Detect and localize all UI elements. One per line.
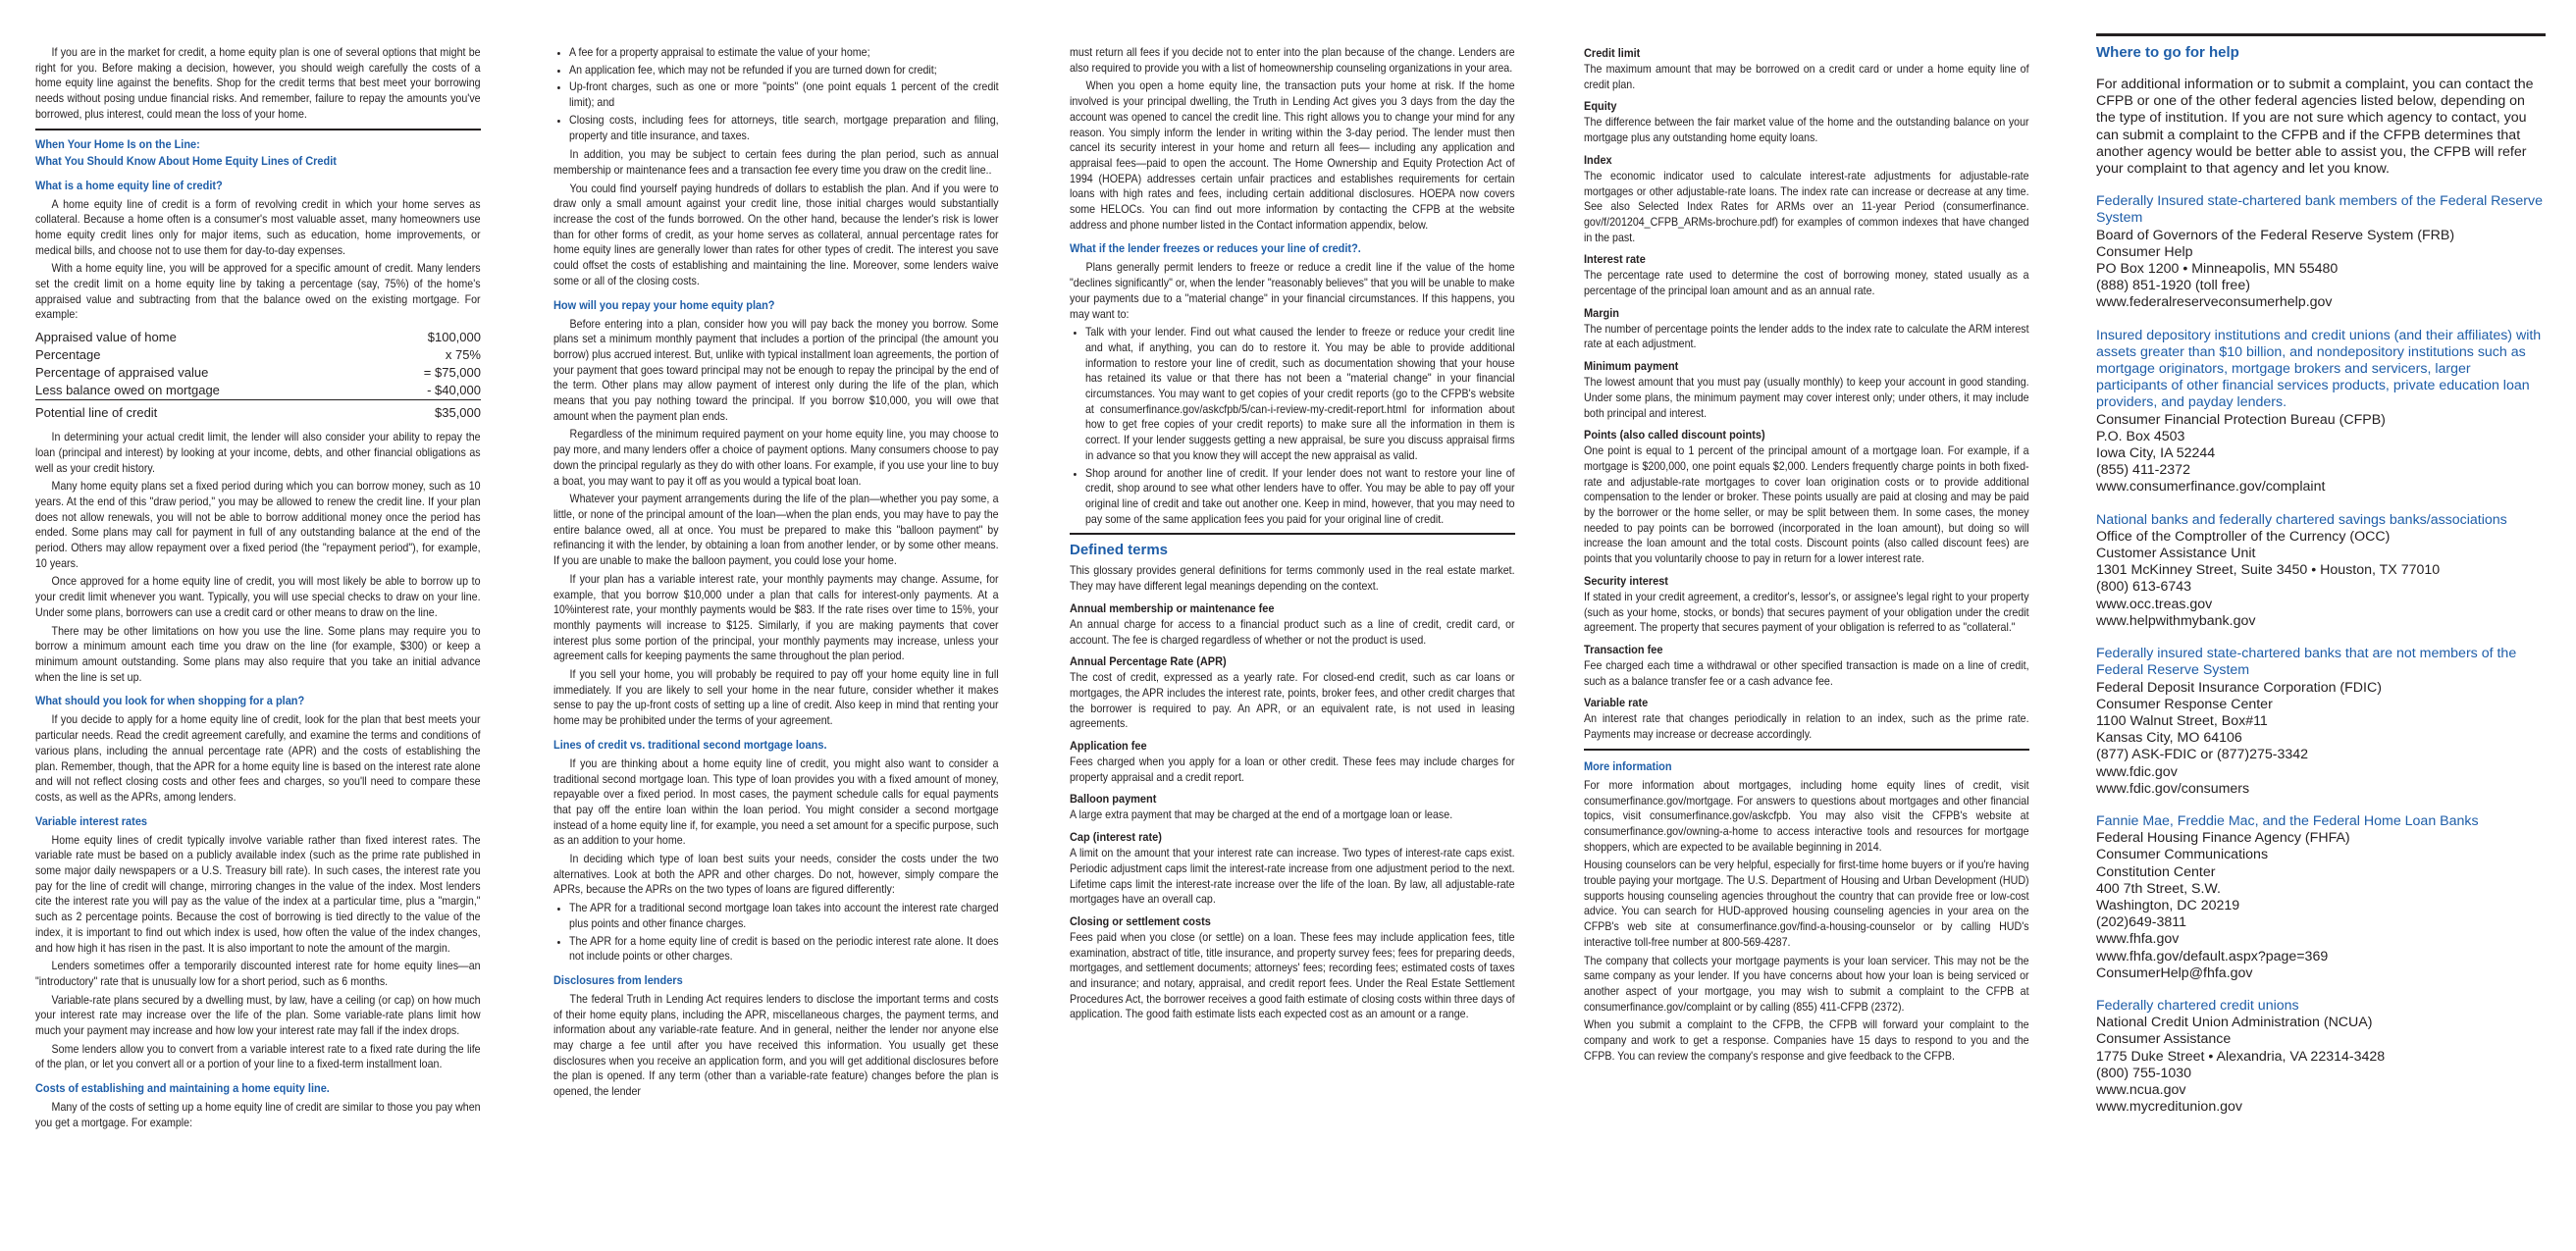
list-item: • The APR for a traditional second mortgage loan takes into account the interest rate charged plus points and other finance charges. (569, 901, 999, 931)
apr-bullet-list (553, 901, 999, 964)
agency-list (2096, 193, 2546, 1116)
list-item: • Closing costs, including fees for attorneys, title search, mortgage preparation and filing, property and title insurance, and taxes. (569, 113, 999, 143)
table-row (35, 329, 481, 346)
glossary-term: Closing or settlement costs (1070, 913, 1211, 928)
column-5 (2096, 27, 2546, 1131)
agency-contact-line: P.O. Box 4503 (2096, 428, 2185, 444)
lender-freeze-bullet-list (1070, 325, 1515, 527)
agency-block (2096, 193, 2546, 311)
agency-contact-link[interactable]: ConsumerHelp@fhfa.gov (2096, 964, 2253, 981)
question-heading: What if the lender freezes or reduces your line of credit?. (1070, 241, 1361, 256)
list-item: • The APR for a home equity line of credit is based on the periodic interest rate alone. It does not include points or other charges. (569, 934, 999, 964)
agency-contact-line: Board of Governors of the Federal Reserve System (FRB) (2096, 227, 2455, 243)
agency-block (2096, 998, 2546, 1116)
agency-contact-line: Office of the Comptroller of the Currency (OCC) (2096, 528, 2391, 545)
question-heading: Variable interest rates (35, 813, 148, 828)
glossary-term: Variable rate (1584, 696, 1649, 710)
glossary-definition: The cost of credit, expressed as a yearly rate. For closed-end credit, such as car loans or mortgages, the APR includes the interest rate, points, broker fees, and other credit charges that the borrower is required to pay. An APR, or an equivalent rate, is not used in leasing agreements. (1070, 671, 1515, 731)
more-information-title: More information (1584, 758, 1672, 773)
agency-block (2096, 646, 2546, 798)
help-intro: For additional information or to submit a complaint, you can contact the CFPB or one of the other federal agencies listed below, depending on the type of institution. If you are not sure which agency to contact, you can submit a complaint to the CFPB and if the CFPB determines that another agency would be better able to assist you, the CFPB will refer your complaint to that agency and let you know. (2096, 77, 2534, 178)
table-row (35, 364, 481, 382)
glossary-definition: The economic indicator used to calculate interest-rate adjustments for adjustable-rate mortgages or other adjustable-rate loans. The index rate can increase or decrease at any time. See also Selected Index Rates for ARMs over an 11-year Period (consumerfinance. gov/f/201204_CFPB_ARMs-brochure.pdf) for examples of common indexes that have changed in the past. (1584, 169, 2029, 244)
question-heading: Disclosures from lenders (553, 972, 683, 987)
agency-contact-line: 1301 McKinney Street, Suite 3450 • Houston, TX 77010 (2096, 562, 2441, 579)
table-row (35, 382, 481, 400)
question-heading: What is a home equity line of credit? (35, 178, 223, 192)
divider (1070, 533, 1515, 535)
glossary-term: Cap (interest rate) (1070, 830, 1162, 845)
agency-contact-line: 1100 Walnut Street, Box#11 (2096, 712, 2268, 729)
agency-contact-link[interactable]: www.fdic.gov (2096, 763, 2178, 780)
agency-heading: Federally insured state-chartered banks that are not members of the Federal Reserve System (2096, 646, 2517, 679)
glossary-definition: The difference between the fair market value of the home and the outstanding balance on your mortgage plus any outstanding home equity loans. (1584, 116, 2029, 145)
paragraph: A home equity line of credit is a form of revolving credit in which your home serves as collateral. Because a home often is a consumer's most valuable asset, many homeowners use home equity credit lines only for major items, such as education, home improvements, or medical bills, and choose not to use them for day-to-day expenses. (35, 197, 481, 257)
agency-contact-line: Consumer Response Center (2096, 696, 2273, 712)
agency-contact-line: 400 7th Street, S.W. (2096, 880, 2221, 897)
glossary-definition: Fees paid when you close (or settle) on a loan. These fees may include application fees, title examination, abstract of title, title insurance, and property survey fees; fees for preparing deeds, mortgages, and settlement documents; attorneys' fees; recording fees; estimated costs of taxes and insurance; and notary, appraisal, and credit report fees. Under the Real Estate Settlement Procedures Act, the borrower receives a good faith estimate of closing costs within three days of application. The good faith estimate lists each expected cost as an amount or a range. (1070, 930, 1515, 1021)
agency-heading: Federally Insured state-chartered bank members of the Federal Reserve System (2096, 193, 2544, 227)
glossary-term: Transaction fee (1584, 642, 1663, 656)
agency-contact-link[interactable]: www.fhfa.gov (2096, 931, 2180, 948)
agency-contact-line: Consumer Assistance (2096, 1031, 2232, 1048)
agency-contact-line: 1775 Duke Street • Alexandria, VA 22314-3428 (2096, 1048, 2386, 1065)
agency-contact-line: (800) 613-6743 (2096, 579, 2192, 596)
glossary-term: Index (1584, 152, 1612, 167)
credit-limit-example-table (35, 329, 481, 422)
agency-contact-line: Constitution Center (2096, 863, 2216, 880)
paragraph: Whatever your payment arrangements during the life of the plan—whether you pay some, a little, or none of the principal amount of the loan—when the plan ends, you may have to pay the entire balance owed, all at once. You must be prepared to make this "balloon payment" by refinancing it with the lender, by obtaining a loan from another lender, or by some other means. If you are unable to make the balloon payment, you could lose your home. (553, 493, 999, 568)
glossary-definition: An interest rate that changes periodically in relation to an index, such as the prime rate. Payments may increase or decrease accordingly. (1584, 712, 2029, 742)
agency-contact-line: Consumer Help (2096, 243, 2193, 260)
paragraph: Before entering into a plan, consider how you will pay back the money you borrow. Some plans set a minimum monthly payment that includes a portion of the principal (the amount you borrow) plus accrued interest. But, unlike with typical installment loan agreements, the portion of your payment that goes toward principal may not be enough to repay the principal by the end of the term. Other plans may allow payment of interest only during the life of the plan, which means that you pay nothing toward the principal. If you borrow $10,000, you will owe that amount when the payment plan ends. (553, 317, 999, 423)
agency-contact-line: Iowa City, IA 52244 (2096, 445, 2216, 462)
agency-contact-link[interactable]: www.federalreserveconsumerhelp.gov (2096, 294, 2333, 311)
paragraph: Plans generally permit lenders to freeze or reduce a credit line if the value of the home "declines significantly" or, when the lender "reasonably believes" that you will be unable to make your payments due to a "material change" in your financial circumstances. If this happens, you may want to: (1070, 261, 1515, 321)
glossary-term: Credit limit (1584, 46, 1641, 60)
paragraph: There may be other limitations on how you use the line. Some plans may require you to borrow a minimum amount each time you draw on the line (for example, $300) or keep a minimum amount outstanding. Some plans may also require that you take an initial advance when the line is set up. (35, 624, 481, 684)
glossary-definition: One point is equal to 1 percent of the principal amount of a mortgage loan. For example, if a mortgage is $200,000, one point equals $2,000. Lenders frequently charge points in both fixed-rate and adjustable-rate mortgages to cover loan origination costs or to provide additional compensation to the lender or broker. These points usually are paid at closing and may be paid by the borrower or the home seller, or may be split between them. In some cases, the money needed to pay points can be borrowed (incorporated in the loan amount), but doing so will increase the loan amount and the total costs. Discount points (also called discount fees) are points that you voluntarily choose to pay in return for a lower interest rate. (1584, 444, 2029, 566)
glossary-term: Points (also called discount points) (1584, 428, 1765, 443)
paragraph: If you are thinking about a home equity line of credit, you might also want to consider a traditional second mortgage loan. This type of loan provides you with a fixed amount of money, repayable over a fixed period. In most cases, the payment schedule calls for equal payments that pay off the entire loan within the loan period. You might consider a second mortgage instead of a home equity line if, for example, you need a set amount for a specific purpose, such as an addition to your home. (553, 756, 999, 848)
glossary-definition: An annual charge for access to a financial product such as a line of credit, credit card, or account. The fee is charged regardless of whether or not the product is used. (1070, 617, 1515, 647)
agency-contact-link[interactable]: www.ncua.gov (2096, 1081, 2186, 1098)
column-2 (553, 45, 999, 1103)
agency-heading: Federally chartered credit unions (2096, 997, 2299, 1014)
paragraph: In deciding which type of loan best suits your needs, consider the costs under the two alternatives. Look at both the APR and other charges. Do not, however, simply compare the APRs, because the APRs on the two types of loans are figured differently: (553, 853, 999, 897)
row-label: Appraised value of home (35, 330, 177, 345)
paragraph: You could find yourself paying hundreds of dollars to establish the plan. And if you were to draw only a small amount against your credit line, those initial charges would substantially increase the cost of the funds borrowed. On the other hand, because the lender's risk is lower than for other forms of credit, as your home serves as collateral, annual percentage rates for home equity lines are generally lower than rates for other types of credit. The interest you save could offset the costs of establishing and maintaining the line. Moreover, some lenders waive some or all of the closing costs. (553, 182, 999, 287)
agency-contact-link[interactable]: www.consumerfinance.gov/complaint (2096, 479, 2326, 495)
table-total-row (35, 400, 481, 423)
divider (35, 129, 481, 130)
row-label: Percentage of appraised value (35, 365, 209, 381)
agency-contact-line: Federal Deposit Insurance Corporation (FDIC) (2096, 679, 2382, 696)
glossary-definition: The percentage rate used to determine the cost of borrowing money, stated usually as a percentage of the principal loan amount and as an annual rate. (1584, 269, 2029, 298)
row-value: - $40,000 (376, 382, 481, 400)
glossary-term: Minimum payment (1584, 359, 1679, 374)
agency-contact-line: (888) 851-1920 (toll free) (2096, 278, 2250, 294)
agency-contact-link[interactable]: www.fhfa.gov/default.aspx?page=369 (2096, 948, 2329, 964)
glossary-title: Defined terms (1070, 542, 1169, 559)
column-3 (1070, 45, 1515, 1025)
agency-block (2096, 328, 2546, 496)
paragraph: In addition, you may be subject to certain fees during the plan period, such as annual membership or maintenance fees and a transaction fee every time you draw on the credit line.. (553, 148, 999, 177)
row-label: Potential line of credit (35, 405, 158, 421)
agency-block (2096, 512, 2546, 630)
glossary-definition: A limit on the amount that your interest rate can increase. Two types of interest-rate caps exist. Periodic adjustment caps limit the interest-rate increase from one adjustment period to the next. Lifetime caps limit the interest-rate increase over the life of the loan. By law, all adjustable-rate mortgages have an overall cap. (1070, 847, 1515, 907)
paragraph: Many of the costs of setting up a home equity line of credit are similar to those you pay when you get a mortgage. For example: (35, 1101, 481, 1129)
question-heading: Lines of credit vs. traditional second mortgage loans. (553, 737, 827, 752)
glossary-definition: Fees charged when you apply for a loan or other credit. These fees may include charges for property appraisal and a credit report. (1070, 756, 1515, 784)
paragraph: must return all fees if you decide not to enter into the plan because of the change. Lenders are also required to provide you with a list of homeownership counseling organizations in your area. (1070, 46, 1515, 75)
list-item: • Up-front charges, such as one or more "points" (one point equals 1 percent of the credit limit); and (569, 79, 999, 110)
agency-contact-line: Customer Assistance Unit (2096, 546, 2256, 562)
section-subtitle: What You Should Know About Home Equity Lines of Credit (35, 153, 337, 168)
paragraph: With a home equity line, you will be approved for a specific amount of credit. Many lenders set the credit limit on a home equity line by taking a percentage (say, 75%) of the home's appraised value and subtracting from that the balance owed on the existing mortgage. For example: (35, 262, 481, 322)
list-item: • Talk with your lender. Find out what caused the lender to freeze or reduce your credit line and what, if anything, you can do to restore it. You may be able to provide additional information to restore your line of credit, such as documentation showing that your house has retained its value or that there has not been a "material change" in your financial circumstances. You may want to get copies of your credit reports (go to the CFPB's website at consumerfinance.gov/askcfpb/5/can-i-review-my-credit-report.html for information about how to get free copies of your credit reports) to make sure all the information in them is correct. If your lender suggests getting a new appraisal, be sure you discuss appraisal firms in advance so that you know they will accept the new appraisal as valid. (1085, 325, 1515, 463)
agency-contact-line: Washington, DC 20219 (2096, 897, 2240, 913)
glossary-term: Balloon payment (1070, 792, 1157, 807)
glossary-terms (1070, 600, 1515, 1022)
paragraph: For more information about mortgages, including home equity lines of credit, visit consumerfinance.gov/mortgage. For answers to questions about mortgages and other financial topics, visit consumerfinance.gov/askcfpb. You may also visit the CFPB's website at consumerfinance.gov/owning-a-home to access interactive tools and resources for mortgage shoppers, which are expected to be available beginning in 2014. (1584, 778, 2029, 854)
paragraph: Variable-rate plans secured by a dwelling must, by law, have a ceiling (or cap) on how much your interest rate may increase over the life of the plan. Some variable-rate plans limit how much your payment may increase and how low your interest rate may fall if the index drops. (35, 993, 481, 1038)
glossary-intro: This glossary provides general definitions for terms commonly used in the real estate market. They may have different legal meanings depending on the context. (1070, 564, 1515, 594)
glossary-definition: A large extra payment that may be charged at the end of a mortgage loan or lease. (1070, 808, 1453, 822)
agency-contact-line: (855) 411-2372 (2096, 462, 2190, 479)
glossary-term: Interest rate (1584, 252, 1646, 267)
column-4 (1584, 45, 2029, 1067)
glossary-definition: Fee charged each time a withdrawal or other specified transaction is made on a line of credit, such as a balance transfer fee or a cash advance fee. (1584, 658, 2029, 688)
section-title: When Your Home Is on the Line: (35, 136, 200, 151)
list-item: • Shop around for another line of credit. If your lender does not want to restore your line of credit, shop around to see what other lenders have to offer. You may be able to pay off your original line of credit and take out another one. Keep in mind, however, that you may need to pay some of the same application fees you paid for your original line of credit. (1085, 466, 1515, 528)
paragraph: Regardless of the minimum required payment on your home equity line, you may choose to pay more, and many lenders offer a choice of payment options. Many consumers choose to pay down the principal regularly as they do with other loans. For example, if you use your line to buy a boat, you may want to pay it off as you would a typical boat loan. (553, 428, 999, 488)
column-1 (35, 45, 481, 1134)
list-item: • A fee for a property appraisal to estimate the value of your home; (569, 45, 999, 61)
paragraph: Once approved for a home equity line of credit, you will most likely be able to borrow up to your credit limit whenever you want. Typically, you will use special checks to draw on your line. Under some plans, borrowers can use a credit card or other means to draw on the line. (35, 575, 481, 619)
glossary-terms (1584, 45, 2029, 743)
help-title: Where to go for help (2096, 44, 2239, 61)
glossary-term: Margin (1584, 305, 1619, 320)
cost-bullet-list (553, 45, 999, 143)
row-value: $35,000 (435, 405, 481, 421)
glossary-definition: The maximum amount that may be borrowed on a credit card or under a home equity line of credit plan. (1584, 63, 2029, 91)
glossary-term: Application fee (1070, 739, 1147, 754)
paragraph: If you decide to apply for a home equity line of credit, look for the plan that best meets your particular needs. Read the credit agreement carefully, and examine the terms and conditions of various plans, including the annual percentage rate (APR) and the costs of establishing the plan. Remember, though, that the APR for a home equity line is based on the interest rate alone and will not reflect closing costs and other fees and charges, so you'll need to compare these costs, as well as the APRs, among lenders. (35, 713, 481, 804)
row-label: Less balance owed on mortgage (35, 382, 376, 400)
paragraph: If you sell your home, you will probably be required to pay off your home equity line in full immediately. If you are likely to sell your home in the near future, consider whether it makes sense to pay the up-front costs of setting up a line of credit. Also keep in mind that renting your home may be prohibited under the terms of your agreement. (553, 668, 999, 728)
paragraph: In determining your actual credit limit, the lender will also consider your ability to repay the loan (principal and interest) by looking at your income, debts, and other financial obligations as well as your credit history. (35, 431, 481, 475)
list-item: • An application fee, which may not be refunded if you are turned down for credit; (569, 63, 999, 78)
glossary-term: Annual membership or maintenance fee (1070, 600, 1275, 615)
paragraph: If your plan has a variable interest rate, your monthly payments may change. Assume, for example, that you borrow $10,000 under a plan that calls for interest-only payments. At a 10%interest rate, your monthly payments would be $83. If the rate rises over time to 15%, your monthly payments will increase to $125. Similarly, if you are making payments that cover interest plus some portion of the principal, your monthly payments may increase, unless your agreement calls for keeping payments the same throughout the plan period. (553, 572, 999, 663)
agency-contact-link[interactable]: www.occ.treas.gov (2096, 596, 2213, 612)
agency-contact-line: PO Box 1200 • Minneapolis, MN 55480 (2096, 261, 2339, 278)
agency-contact-link[interactable]: www.helpwithmybank.gov (2096, 612, 2256, 629)
divider (1584, 749, 2029, 751)
agency-contact-line: National Credit Union Administration (NCUA) (2096, 1015, 2373, 1031)
agency-contact-link[interactable]: www.mycreditunion.gov (2096, 1099, 2243, 1116)
intro-paragraph: If you are in the market for credit, a home equity plan is one of several options that might be right for you. Before making a decision, however, you should weigh carefully the costs of a home equity line against the benefits. Shop for the credit terms that best meet your borrowing needs without posing undue financial risks. And remember, failure to repay the amounts you've borrowed, plus interest, could mean the loss of your home. (35, 46, 481, 121)
agency-contact-line: Kansas City, MO 64106 (2096, 730, 2242, 747)
paragraph: Many home equity plans set a fixed period during which you can borrow money, such as 10 years. At the end of this "draw period," you may be allowed to renew the credit line. If your plan does not allow renewals, you will not be able to borrow additional money once the period has ended. Some plans may call for payment in full of any outstanding balance at the end of the period. Others may allow repayment over a fixed period (the "repayment period"), for example, 10 years. (35, 480, 481, 570)
agency-heading: Insured depository institutions and credit unions (and their affiliates) with assets greater than $10 billion, and nondepository institutions such as mortgage originators, mortgage brokers and servicers, larger participants of other financial services products, private education loan providers, and payday lenders. (2096, 327, 2542, 411)
paragraph: The federal Truth in Lending Act requires lenders to disclose the important terms and costs of their home equity plans, including the APR, miscellaneous charges, the payment terms, and information about any variable-rate feature. And in general, neither the lender nor anyone else may charge a fee until after you have received this information. You usually get these disclosures when you receive an application form, and you will get additional disclosures before the plan is opened. If any term (other than a variable-rate feature) changes before the plan is opened, the lender (553, 992, 999, 1099)
agency-contact-line: Federal Housing Finance Agency (FHFA) (2096, 830, 2350, 847)
row-value: x 75% (445, 347, 481, 363)
paragraph: Housing counselors can be very helpful, especially for first-time home buyers or if you're having trouble paying your mortgage. The U.S. Department of Housing and Urban Development (HUD) supports housing counseling agencies throughout the country that can provide free or low-cost advice. You can search for HUD-approved housing counseling agencies in your area on the CFPB's web site at consumerfinance.gov/find-a-housing-counselor or by calling HUD's interactive toll-free number at 800-569-4287. (1584, 859, 2029, 949)
agency-block (2096, 813, 2546, 982)
paragraph: Home equity lines of credit typically involve variable rather than fixed interest rates. The variable rate must be based on a publicly available index (such as the prime rate published in some major daily newspapers or a U.S. Treasury bill rate). In such cases, the interest rate you pay for the line of credit will change, mirroring changes in the value of the index. Most lenders cite the interest rate you will pay as the value of the index at a particular time, plus a "margin," such as 2 percentage points. Because the cost of borrowing is tied directly to the value of the index, it is important to find out which index is used, how often the value of the index changes, and how high it has risen in the past. It is also important to note the amount of the margin. (35, 833, 481, 955)
paragraph: When you open a home equity line, the transaction puts your home at risk. If the home involved is your principal dwelling, the Truth in Lending Act gives you 3 days from the day the account was opened to cancel the credit line. This right allows you to change your mind for any reason. You simply inform the lender in writing within the 3-day period. The lender must then cancel its security interest in your home and return all fees— including any application and appraisal fees—paid to open the account. The Home Ownership and Equity Protection Act of 1994 (HOEPA) addresses certain unfair practices and establishes requirements for certain loans with high rates and fees, including certain additional disclosures. HOEPA now covers some HELOCs. You can find out more information by contacting the CFPB at the website address and phone number listed in the Contact information appendix, below. (1070, 79, 1515, 232)
agency-heading: National banks and federally chartered savings banks/associations (2096, 511, 2507, 528)
paragraph: Some lenders allow you to convert from a variable interest rate to a fixed rate during the life of the plan, or let you convert all or a portion of your line to a fixed-term installment loan. (35, 1042, 481, 1071)
paragraph: Lenders sometimes offer a temporarily discounted interest rate for home equity lines—an "introductory" rate that is unusually low for a short period, such as 6 months. (35, 960, 481, 988)
question-heading: Costs of establishing and maintaining a home equity line. (35, 1081, 330, 1096)
divider (2096, 33, 2546, 36)
table-row (35, 346, 481, 364)
row-label: Percentage (35, 347, 101, 363)
glossary-term: Security interest (1584, 573, 1668, 588)
agency-contact-link[interactable]: www.fdic.gov/consumers (2096, 780, 2250, 797)
glossary-term: Equity (1584, 99, 1617, 114)
glossary-definition: The number of percentage points the lender adds to the index rate to calculate the ARM interest rate at each adjustment. (1584, 322, 2029, 351)
agency-contact-line: Consumer Communications (2096, 847, 2269, 863)
row-value: $100,000 (427, 330, 481, 345)
agency-contact-line: Consumer Financial Protection Bureau (CFPB) (2096, 411, 2386, 428)
paragraph: When you submit a complaint to the CFPB, the CFPB will forward your complaint to the company and work to get a response. Companies have 15 days to respond to you and the CFPB. You can review the company's response and give feedback to the CFPB. (1584, 1018, 2029, 1063)
paragraph: The company that collects your mortgage payments is your loan servicer. This may not be the same company as your lender. If you have concerns about how your loan is being serviced or another aspect of your mortgage, you may wish to submit a complaint to the CFPB at consumerfinance.gov/complaint or by calling (855) 411-CFPB (2372). (1584, 954, 2029, 1014)
glossary-definition: The lowest amount that you must pay (usually monthly) to keep your account in good standing. Under some plans, the minimum payment may cover interest only; under others, it may include both principal and interest. (1584, 376, 2029, 420)
question-heading: How will you repay your home equity plan? (553, 297, 775, 312)
agency-contact-line: (800) 755-1030 (2096, 1065, 2192, 1081)
question-heading: What should you look for when shopping for a plan? (35, 694, 305, 708)
glossary-definition: If stated in your credit agreement, a creditor's, lessor's, or assignee's legal right to your property (such as your home, stocks, or bonds) that secures payment of your obligation under the credit agreement. The property that secures payment of your obligation is referred to as "collateral." (1584, 590, 2029, 635)
agency-contact-line: (202)649-3811 (2096, 914, 2187, 931)
row-value: = $75,000 (423, 365, 481, 381)
glossary-term: Annual Percentage Rate (APR) (1070, 654, 1227, 669)
agency-heading: Fannie Mae, Freddie Mac, and the Federal Home Loan Banks (2096, 812, 2479, 829)
agency-contact-line: (877) ASK-FDIC or (877)275-3342 (2096, 747, 2309, 763)
